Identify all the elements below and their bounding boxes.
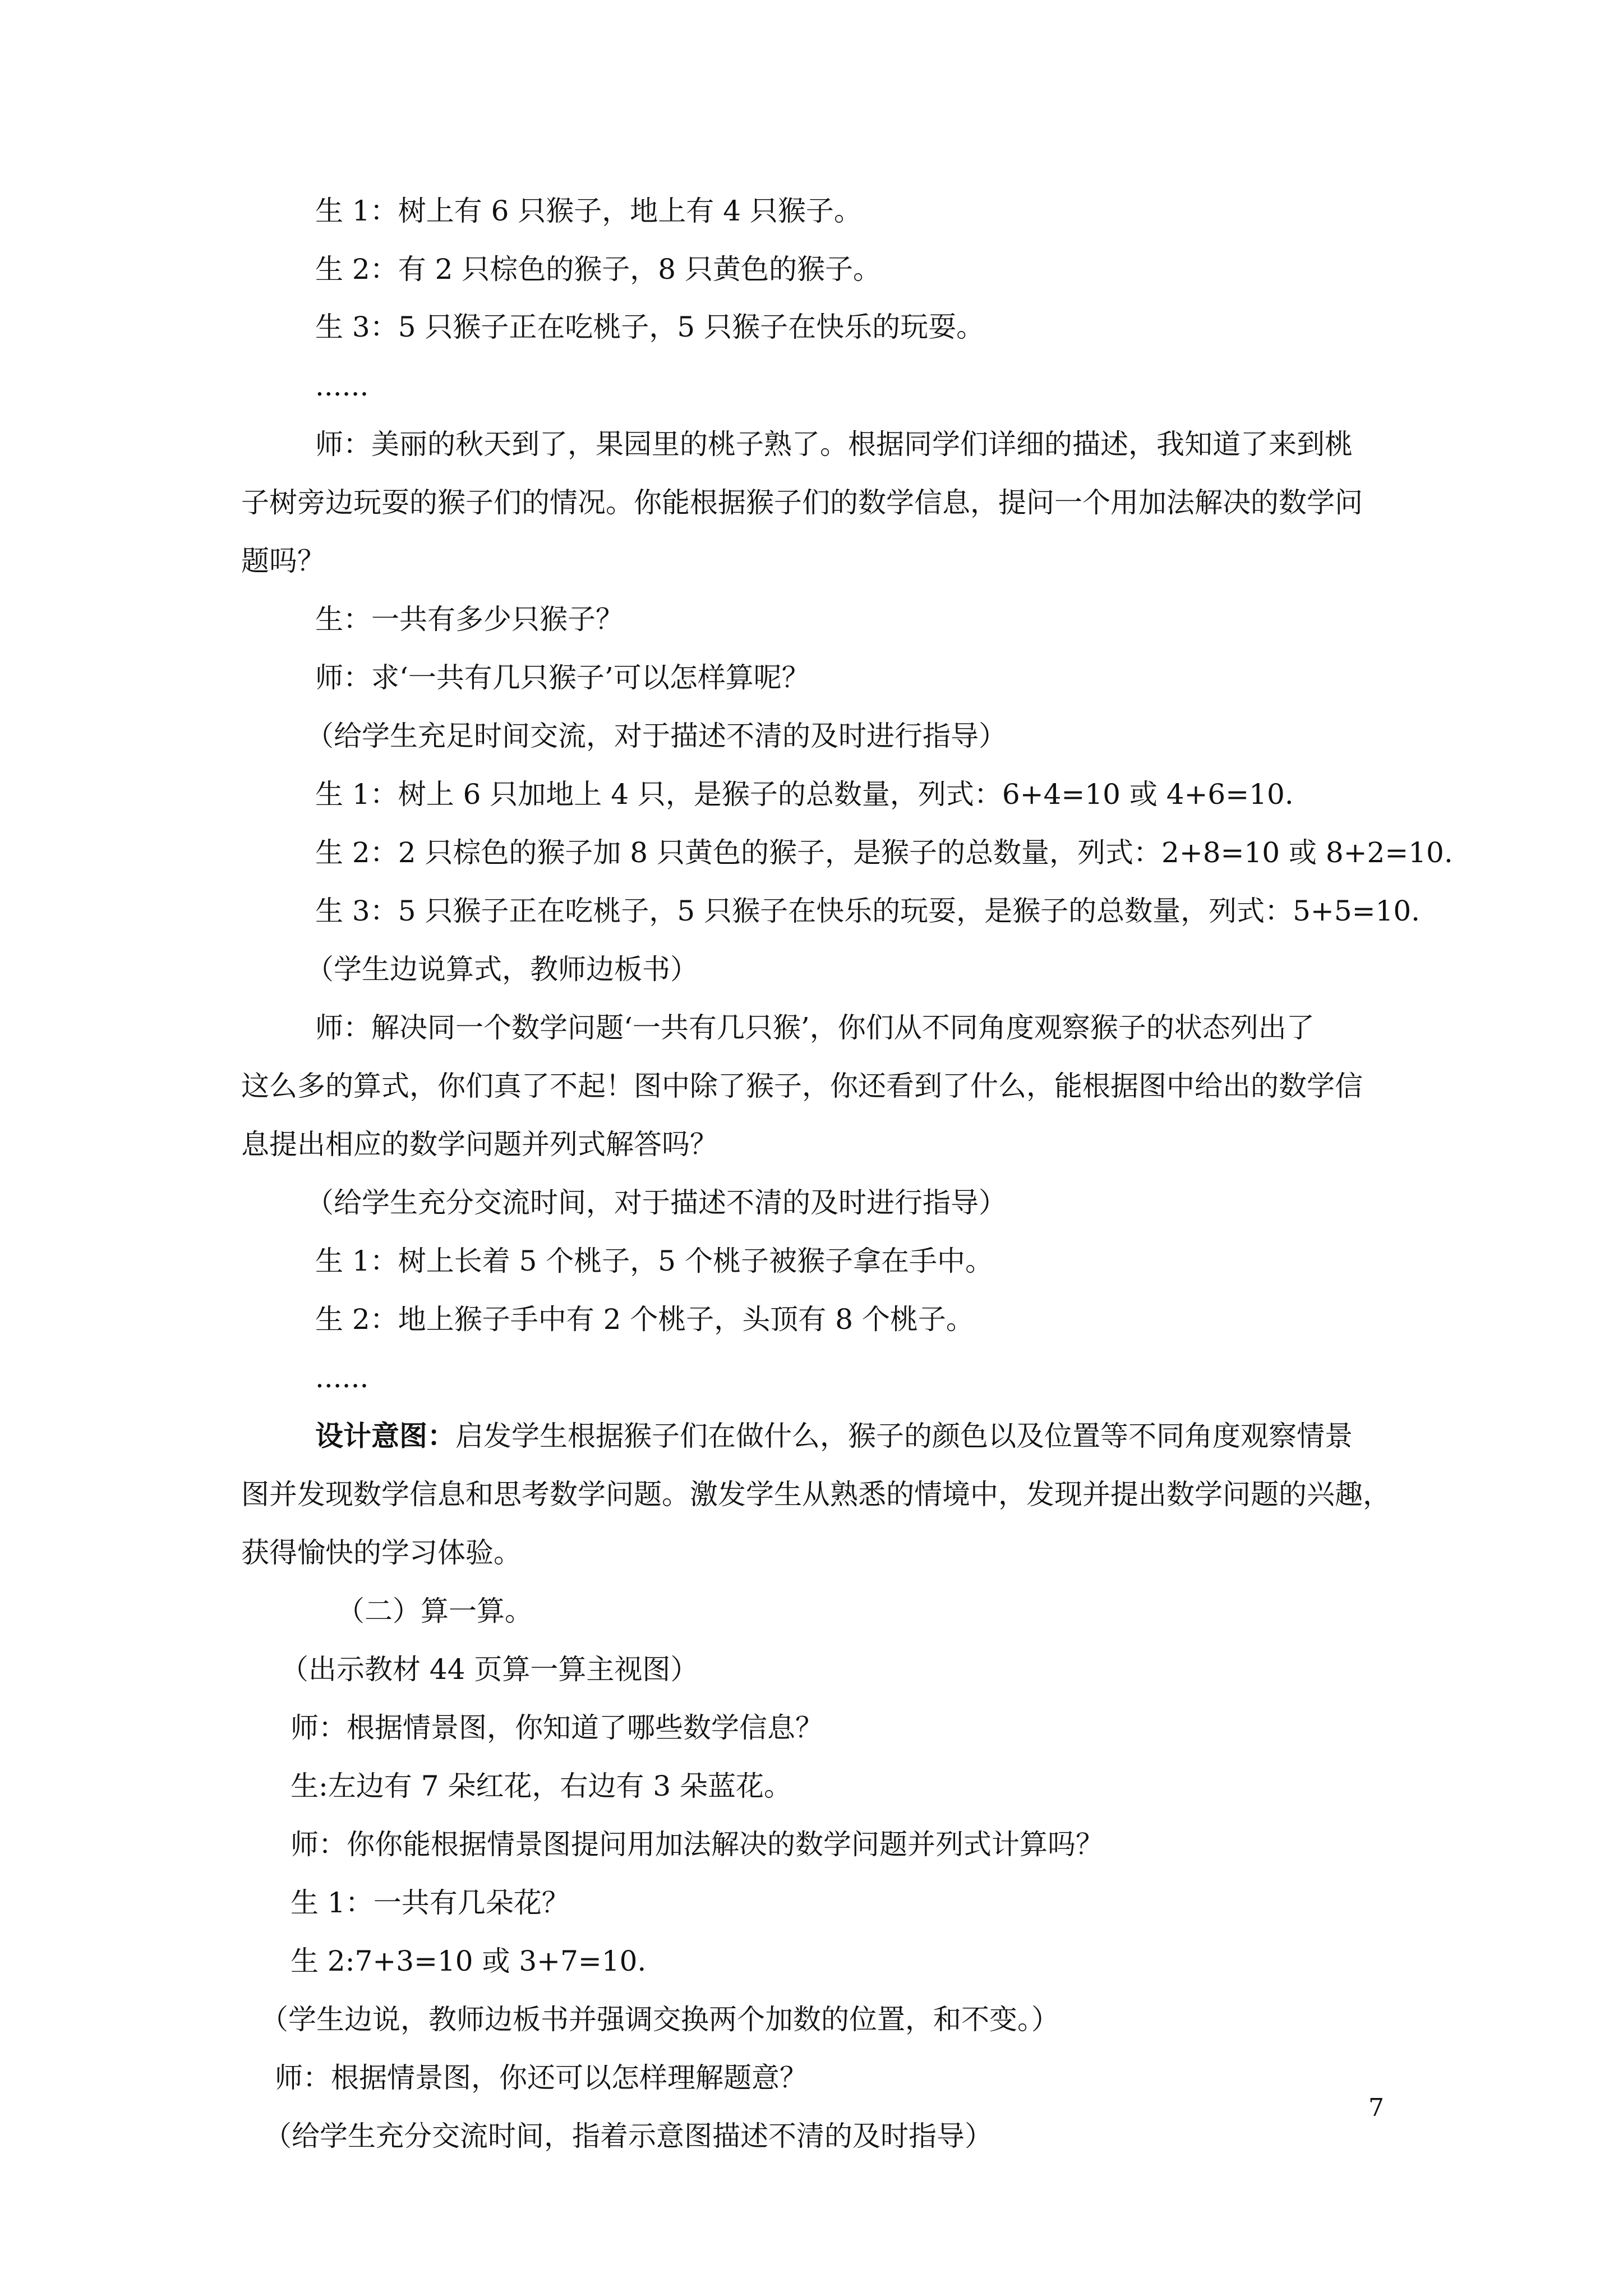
text-line: 师：你你能根据情景图提问用加法解决的数学问题并列式计算吗？ bbox=[291, 1828, 1104, 1861]
text-line: （学生边说，教师边板书并强调交换两个加数的位置，和不变。） bbox=[260, 2003, 1059, 2036]
text-line: 生 2:7+3=10 或 3+7=10. bbox=[291, 1945, 647, 1977]
text-line: 生:左边有 7 朵红花，右边有 3 朵蓝花。 bbox=[291, 1770, 792, 1802]
design-intent-line bbox=[315, 1419, 1353, 1453]
page-number: 7 bbox=[1368, 2093, 1384, 2122]
section-heading: （二）算一算。 bbox=[336, 1595, 533, 1627]
text-line: 获得愉快的学习体验。 bbox=[241, 1536, 522, 1569]
text-line: 生 1：树上有 6 只猴子，地上有 4 只猴子。 bbox=[315, 195, 862, 227]
text-line: 生 3：5 只猴子正在吃桃子，5 只猴子在快乐的玩耍，是猴子的总数量，列式：5+5=10. bbox=[315, 895, 1421, 927]
text-line: 生 2：2 只棕色的猴子加 8 只黄色的猴子，是猴子的总数量，列式：2+8=10 或 8+2=10. bbox=[315, 836, 1453, 869]
text-line: 这么多的算式，你们真了不起！图中除了猴子，你还看到了什么，能根据图中给出的数学信 bbox=[241, 1070, 1363, 1102]
design-intent-label: 设计意图： bbox=[315, 1419, 455, 1452]
text-line: 师：求‘一共有几只猴子’可以怎样算呢？ bbox=[315, 661, 810, 694]
text-line: （给学生充分交流时间，指着示意图描述不清的及时指导） bbox=[264, 2120, 993, 2152]
design-intent-text: 启发学生根据猴子们在做什么，猴子的颜色以及位置等不同角度观察情景 bbox=[455, 1420, 1353, 1452]
text-line: （给学生充分交流时间，对于描述不清的及时进行指导） bbox=[306, 1186, 1007, 1219]
text-line: ...... bbox=[315, 1361, 369, 1394]
text-line: 师：根据情景图，你还可以怎样理解题意？ bbox=[275, 2062, 808, 2094]
text-line: 息提出相应的数学问题并列式解答吗？ bbox=[241, 1128, 718, 1161]
text-line: 生 3：5 只猴子正在吃桃子，5 只猴子在快乐的玩耍。 bbox=[315, 311, 985, 343]
text-line: （出示教材 44 页算一算主视图） bbox=[280, 1653, 699, 1686]
text-line: （给学生充足时间交流，对于描述不清的及时进行指导） bbox=[306, 720, 1007, 752]
text-line: （学生边说算式，教师边板书） bbox=[306, 953, 698, 986]
text-line: 生 1：一共有几朵花？ bbox=[291, 1887, 570, 1919]
text-line: 生：一共有多少只猴子？ bbox=[315, 603, 624, 636]
text-line: 生 1：树上 6 只加地上 4 只，是猴子的总数量，列式：6+4=10 或 4+6=10. bbox=[315, 778, 1294, 811]
text-line: 图并发现数学信息和思考数学问题。激发学生从熟悉的情境中，发现并提出数学问题的兴趣， bbox=[241, 1478, 1391, 1511]
text-line: 生 2：有 2 只棕色的猴子，8 只黄色的猴子。 bbox=[315, 253, 882, 286]
text-line: 师：根据情景图，你知道了哪些数学信息？ bbox=[291, 1711, 823, 1744]
text-line: 生 1：树上长着 5 个桃子，5 个桃子被猴子拿在手中。 bbox=[315, 1245, 994, 1277]
text-line: 子树旁边玩耍的猴子们的情况。你能根据猴子们的数学信息，提问一个用加法解决的数学问 bbox=[241, 486, 1363, 519]
text-line: 题吗？ bbox=[241, 545, 325, 577]
text-line: 师：解决同一个数学问题‘一共有几只猴’，你们从不同角度观察猴子的状态列出了 bbox=[315, 1011, 1315, 1044]
text-line: ...... bbox=[315, 370, 369, 402]
text-line: 生 2：地上猴子手中有 2 个桃子，头顶有 8 个桃子。 bbox=[315, 1303, 974, 1336]
text-line: 师：美丽的秋天到了，果园里的桃子熟了。根据同学们详细的描述，我知道了来到桃 bbox=[315, 428, 1353, 461]
